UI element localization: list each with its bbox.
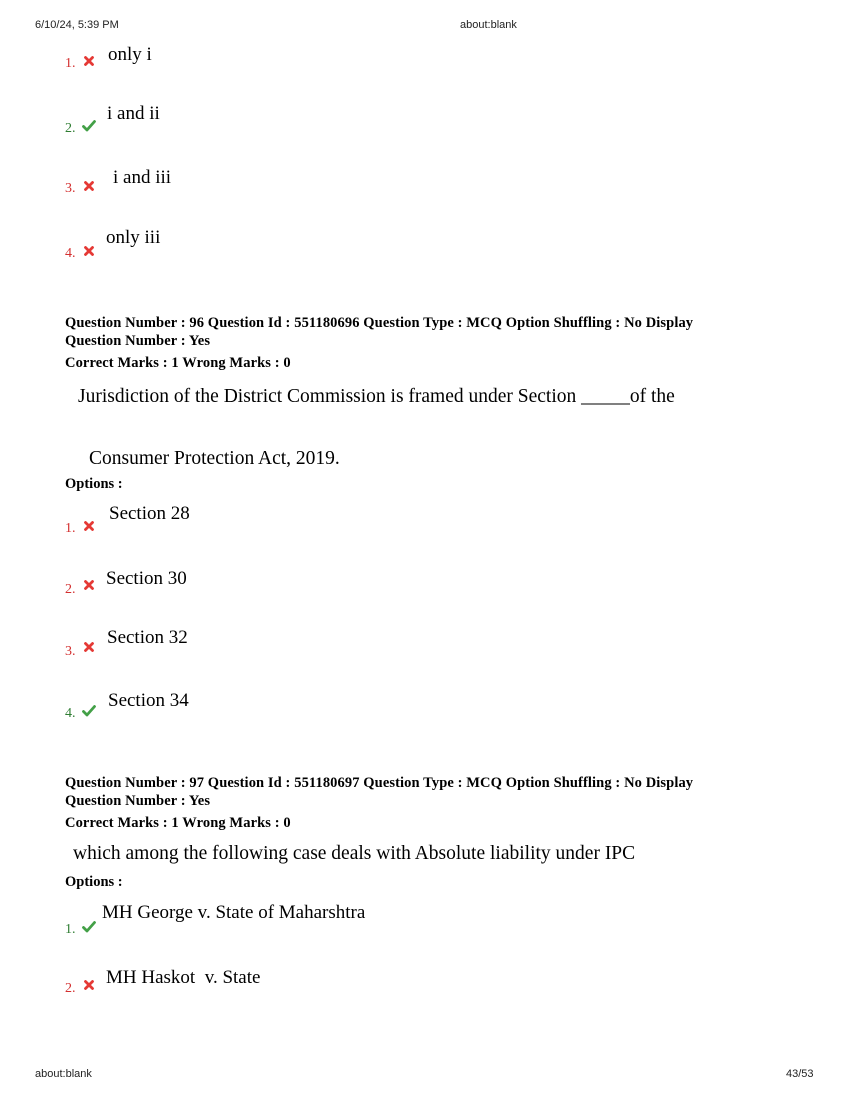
- cross-icon: [82, 179, 96, 193]
- q96-meta-line1: Question Number : 96 Question Id : 551180696 Question Type : MCQ Option Shuffling : No Display: [65, 315, 694, 331]
- footer-url: about:blank: [35, 1068, 92, 1080]
- option-text: Section 34: [108, 690, 189, 711]
- prev-option-1: [65, 44, 765, 78]
- prev-option-4: [65, 227, 765, 268]
- option-number: 1.: [65, 521, 76, 536]
- q96-meta-line2: Question Number : Yes: [65, 333, 211, 349]
- q97-marks: Correct Marks : 1 Wrong Marks : 0: [65, 815, 291, 831]
- q97-text-line1: which among the following case deals with Absolute liability under IPC: [73, 843, 636, 864]
- q96-text-line1: Jurisdiction of the District Commission is framed under Section _____of the: [78, 386, 675, 407]
- option-number: 1.: [65, 922, 76, 937]
- option-number: 2.: [65, 121, 76, 136]
- option-number: 3.: [65, 181, 76, 196]
- option-number: 2.: [65, 582, 76, 597]
- option-text: Section 28: [109, 503, 190, 524]
- check-icon: [82, 920, 96, 934]
- q96-options-label: Options :: [65, 476, 123, 492]
- option-number: 1.: [65, 56, 76, 71]
- q97-meta-line1: Question Number : 97 Question Id : 551180697 Question Type : MCQ Option Shuffling : No Display: [65, 775, 694, 791]
- check-icon: [82, 704, 96, 718]
- prev-option-2: [65, 103, 765, 143]
- cross-icon: [82, 519, 96, 533]
- option-number: 3.: [65, 644, 76, 659]
- option-text: only i: [108, 44, 152, 65]
- q96-marks: Correct Marks : 1 Wrong Marks : 0: [65, 355, 291, 371]
- option-text: i and ii: [107, 103, 160, 124]
- option-number: 4.: [65, 706, 76, 721]
- check-icon: [82, 119, 96, 133]
- q97-options-label: Options :: [65, 874, 123, 890]
- option-text: Section 30: [106, 568, 187, 589]
- cross-icon: [82, 54, 96, 68]
- option-text: Section 32: [107, 627, 188, 648]
- option-text: MH George v. State of Maharshtra: [102, 902, 366, 923]
- q97-meta-line2: Question Number : Yes: [65, 793, 211, 809]
- cross-icon: [82, 244, 96, 258]
- print-url: about:blank: [460, 19, 517, 31]
- q96-option-2: [65, 568, 765, 604]
- option-text: MH Haskot v. State: [106, 967, 261, 988]
- cross-icon: [82, 640, 96, 654]
- page-number: 43/53: [786, 1068, 814, 1080]
- cross-icon: [82, 978, 96, 992]
- q97-option-1: [65, 902, 765, 944]
- print-datetime: 6/10/24, 5:39 PM: [35, 19, 119, 31]
- option-text: only iii: [106, 227, 161, 248]
- option-number: 2.: [65, 981, 76, 996]
- cross-icon: [82, 578, 96, 592]
- prev-option-3: [65, 167, 765, 203]
- option-text: i and iii: [113, 167, 172, 188]
- q96-option-4: [65, 690, 765, 728]
- q96-option-1: [65, 503, 765, 543]
- q96-option-3: [65, 627, 765, 666]
- q97-option-2: [65, 967, 765, 1003]
- q96-text-line2: Consumer Protection Act, 2019.: [89, 448, 340, 469]
- option-number: 4.: [65, 246, 76, 261]
